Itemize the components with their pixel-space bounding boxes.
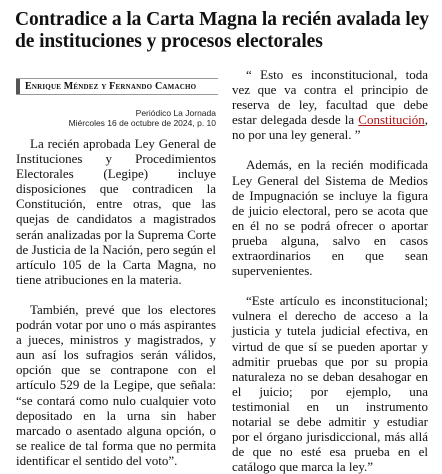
- left-paragraph-2: También, prevé que los electores podrán votar por uno o más aspirantes a jueces, ministros y magistrados, y aun así los sufragios serán válidos, opción que se contrapone con el artículo 529 de la Legipe, que señala: “se contará como nulo cualquier voto depositado en la urna sin haber marcado o asentado alguna opción, o se realice de tal forma que no permita identificar el sentido del voto”.: [16, 301, 216, 468]
- article-headline: Contradice a la Carta Magna la recién avalada ley de instituciones y procesos electorales: [15, 9, 429, 52]
- left-column: [16, 136, 216, 468]
- left-paragraph-1: La recién aprobada Ley General de Instituciones y Procedimientos Electorales (Legipe) incluye disposiciones que contradicen la Constitución, entre otras, que las quejas de candidatos a magistrados serán analizadas por la Suprema Corte de Justicia de la Nación, pero según el artículo 105 de la Carta Magna, no tiene atribuciones en la materia.: [16, 136, 216, 287]
- constitucion-link[interactable]: Constitución: [358, 112, 425, 128]
- source-name: Periódico La Jornada: [135, 108, 216, 118]
- right-paragraph-3: “Este artículo es inconstitucional; vulnera el derecho de acceso a la justicia y tutela judicial efectiva, en virtud de que sí se pueden aportar y admitir pruebas que por su propia naturaleza no se deban desahogar en el juicio; por ejemplo, una testimonial en un instrumento notarial se debe admitir y estudiar por el órgano jurisdiccional, más allá de que no esté esa prueba en el catálogo que marca la ley.”: [232, 293, 428, 474]
- byline-bar: [16, 78, 218, 95]
- source-date: Miércoles 16 de octubre de 2024, p. 10: [68, 118, 216, 128]
- byline: Enrique Méndez y Fernando Camacho: [25, 81, 197, 92]
- quote-text-start: “ Esto es inconstitucional, toda vez que va contra el principio de reserva de ley, facultad que debe estar delegada desde la: [232, 67, 428, 128]
- right-column: [232, 67, 428, 474]
- right-paragraph-2: Además, en la recién modificada Ley General del Sistema de Medios de Impugnación se incluye la figura de juicio electoral, pero se acota que en él no se podrá ofrecer o aportar prueba alguna, salvo en casos extraordinarios en que sean supervenientes.: [232, 157, 428, 279]
- byline-marker: [16, 79, 20, 94]
- quote-text-end: , no por una ley general. ”: [232, 112, 428, 143]
- right-paragraph-1: [232, 67, 428, 142]
